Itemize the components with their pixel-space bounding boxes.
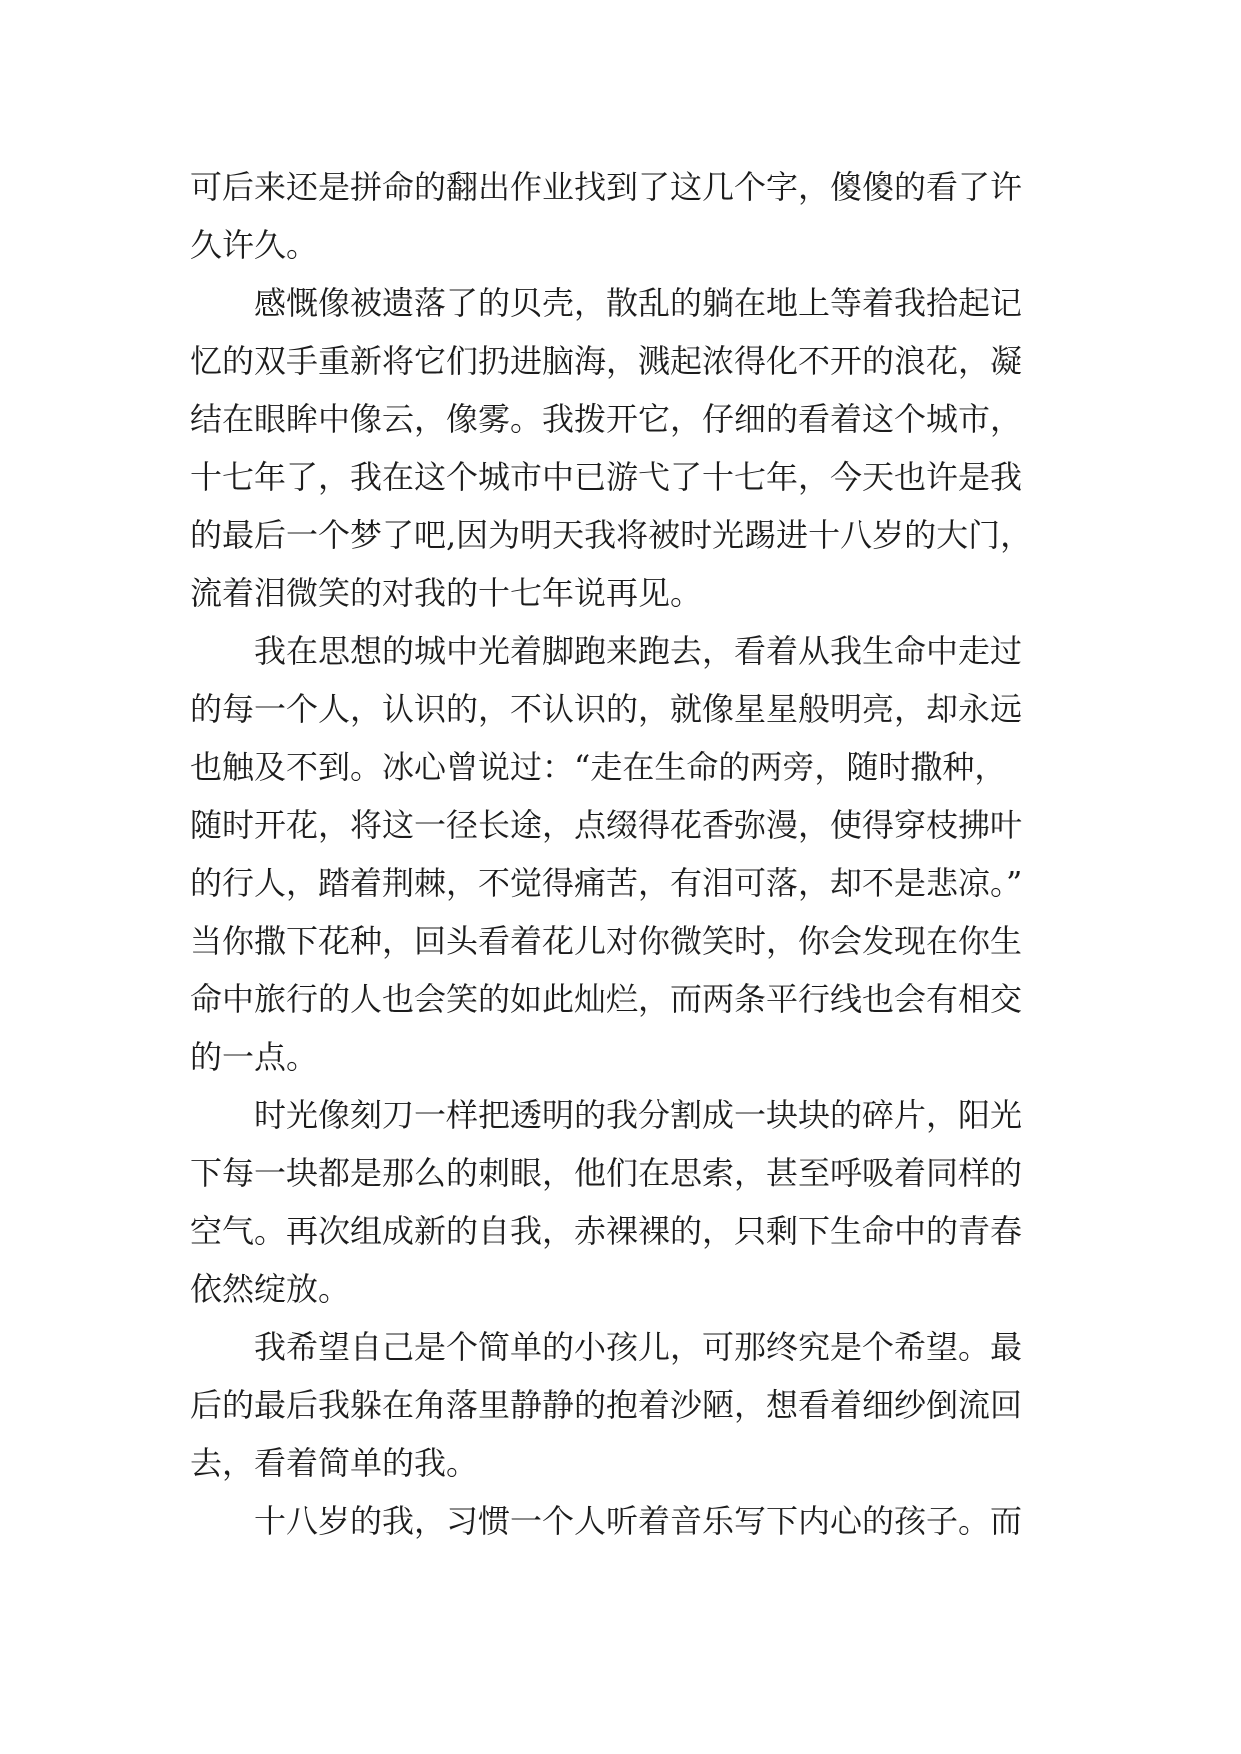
text-line: 十八岁的我，习惯一个人听着音乐写下内心的孩子。而 — [254, 1502, 1023, 1540]
text-line: 的行人，踏着荆棘，不觉得痛苦，有泪可落，却不是悲凉。” — [190, 864, 1023, 902]
text-line: 去，看着简单的我。 — [190, 1444, 479, 1482]
text-line: 依然绽放。 — [190, 1270, 351, 1308]
text-line: 久许久。 — [190, 226, 319, 264]
text-line: 结在眼眸中像云，像雾。我拨开它，仔细的看着这个城市， — [190, 400, 1023, 438]
text-line: 时光像刻刀一样把透明的我分割成一块块的碎片，阳光 — [254, 1096, 1023, 1134]
text-line: 当你撒下花种，回头看着花儿对你微笑时，你会发现在你生 — [190, 922, 1023, 960]
text-line: 下每一块都是那么的刺眼，他们在思索，甚至呼吸着同样的 — [190, 1154, 1023, 1192]
document-body — [190, 158, 1050, 1550]
text-line: 可后来还是拼命的翻出作业找到了这几个字，傻傻的看了许 — [190, 168, 1023, 206]
text-line: 空气。再次组成新的自我，赤裸裸的，只剩下生命中的青春 — [190, 1212, 1023, 1250]
text-line: 的最后一个梦了吧,因为明天我将被时光踢进十八岁的大门， — [190, 516, 1033, 554]
text-line: 忆的双手重新将它们扔进脑海，溅起浓得化不开的浪花，凝 — [190, 342, 1023, 380]
text-line: 感慨像被遗落了的贝壳，散乱的躺在地上等着我拾起记 — [254, 284, 1023, 322]
text-line: 流着泪微笑的对我的十七年说再见。 — [190, 574, 703, 612]
text-line: 随时开花，将这一径长途，点缀得花香弥漫，使得穿枝拂叶 — [190, 806, 1023, 844]
text-line: 也触及不到。冰心曾说过：“走在生命的两旁，随时撒种， — [190, 748, 1007, 786]
text-line: 我希望自己是个简单的小孩儿，可那终究是个希望。最 — [254, 1328, 1023, 1366]
text-line: 的一点。 — [190, 1038, 319, 1076]
text-line: 命中旅行的人也会笑的如此灿烂，而两条平行线也会有相交 — [190, 980, 1023, 1018]
text-line: 十七年了，我在这个城市中已游弋了十七年，今天也许是我 — [190, 458, 1023, 496]
text-line: 后的最后我躲在角落里静静的抱着沙陋，想看着细纱倒流回 — [190, 1386, 1023, 1424]
text-line: 我在思想的城中光着脚跑来跑去，看着从我生命中走过 — [254, 632, 1023, 670]
text-line: 的每一个人，认识的，不认识的，就像星星般明亮，却永远 — [190, 690, 1023, 728]
